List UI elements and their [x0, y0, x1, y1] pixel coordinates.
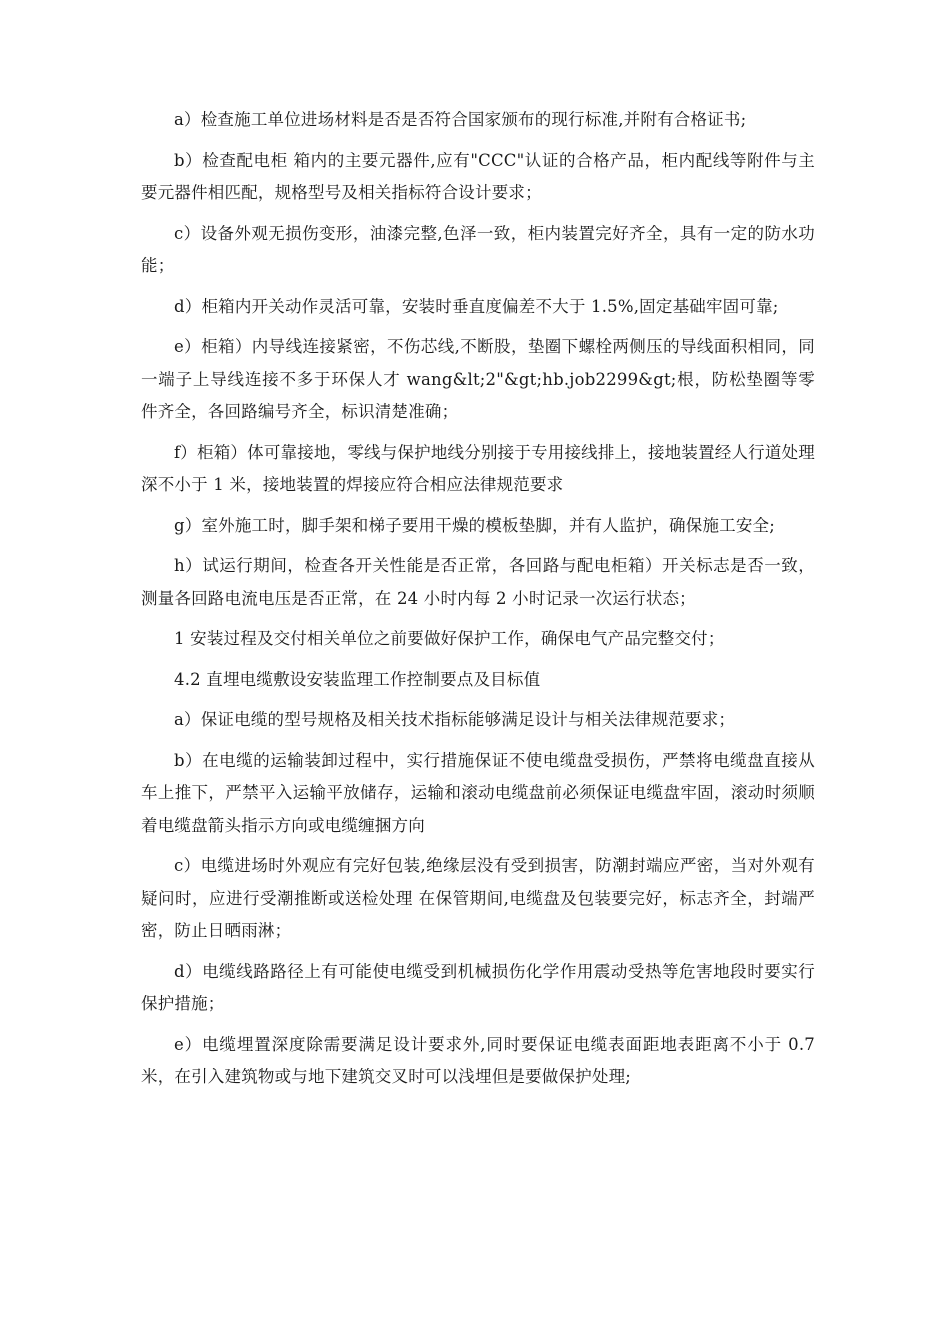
paragraph-item-f-grounding: f）柜箱）体可靠接地，零线与保护地线分别接于专用接线排上，接地装置经人行道处理深不小于 1 米，接地装置的焊接应符合相应法律规范要求	[141, 442, 815, 494]
paragraph-cable-a-specs: a）保证电缆的型号规格及相关技术指标能够满足设计与相关法律规范要求；	[174, 710, 736, 729]
paragraph-item-1-delivery: 1 安装过程及交付相关单位之前要做好保护工作，确保电气产品完整交付；	[174, 629, 725, 648]
paragraph-cable-c-inspection: c）电缆进场时外观应有完好包装,绝缘层没有受到损害，防潮封端应严密，当对外观有疑问时，应进行受潮推断或送检处理 在保管期间,电缆盘及包装要完好，标志齐全，封端严密，防止日晒雨淋；	[141, 856, 815, 940]
paragraph-item-e-wiring: e）柜箱）内导线连接紧密，不伤芯线,不断股，垫圈下螺栓两侧压的导线面积相同，同一端子上导线连接不多于环保人才 wang&lt;2"&gt;hb.job2299&gt;根，防松垫圈等零件齐全，各回路编号齐全，标识清楚准确；	[141, 337, 815, 421]
paragraph-item-a-materials: a）检查施工单位进场材料是否是否符合国家颁布的现行标准,并附有合格证书;	[174, 110, 747, 129]
paragraph-item-d-switches: d）柜箱内开关动作灵活可靠，安装时垂直度偏差不大于 1.5%,固定基础牢固可靠;	[174, 296, 779, 316]
paragraph-cable-b-transport: b）在电缆的运输装卸过程中，实行措施保证不使电缆盘受损伤，严禁将电缆盘直接从车上推下，严禁平入运输平放储存，运输和滚动电缆盘前必须保证电缆盘牢固，滚动时须顺着电缆盘箭头指示方向或电缆缠捆方向	[141, 750, 815, 835]
section-heading-4-2: 4.2 直埋电缆敷设安装监理工作控制要点及目标值	[174, 669, 541, 689]
document-body	[141, 104, 815, 1102]
paragraph-item-b-components: b）检查配电柜 箱内的主要元器件,应有"CCC"认证的合格产品，柜内配线等附件与主要元器件相匹配，规格型号及相关指标符合设计要求；	[141, 150, 815, 202]
paragraph-item-c-appearance: c）设备外观无损伤变形，油漆完整,色泽一致，柜内装置完好齐全，具有一定的防水功能；	[141, 223, 815, 275]
paragraph-cable-d-protection: d）电缆线路路径上有可能使电缆受到机械损伤化学作用震动受热等危害地段时要实行保护措施；	[141, 961, 815, 1013]
paragraph-item-h-trial-run: h）试运行期间，检查各开关性能是否正常，各回路与配电柜箱）开关标志是否一致，测量各回路电流电压是否正常，在 24 小时内每 2 小时记录一次运行状态；	[141, 556, 815, 608]
paragraph-cable-e-burial-depth: e）电缆埋置深度除需要满足设计要求外,同时要保证电缆表面距地表距离不小于 0.7 米，在引入建筑物或与地下建筑交叉时可以浅埋但是要做保护处理;	[141, 1034, 815, 1086]
paragraph-item-g-outdoor: g）室外施工时，脚手架和梯子要用干燥的模板垫脚，并有人监护，确保施工安全;	[174, 515, 776, 535]
